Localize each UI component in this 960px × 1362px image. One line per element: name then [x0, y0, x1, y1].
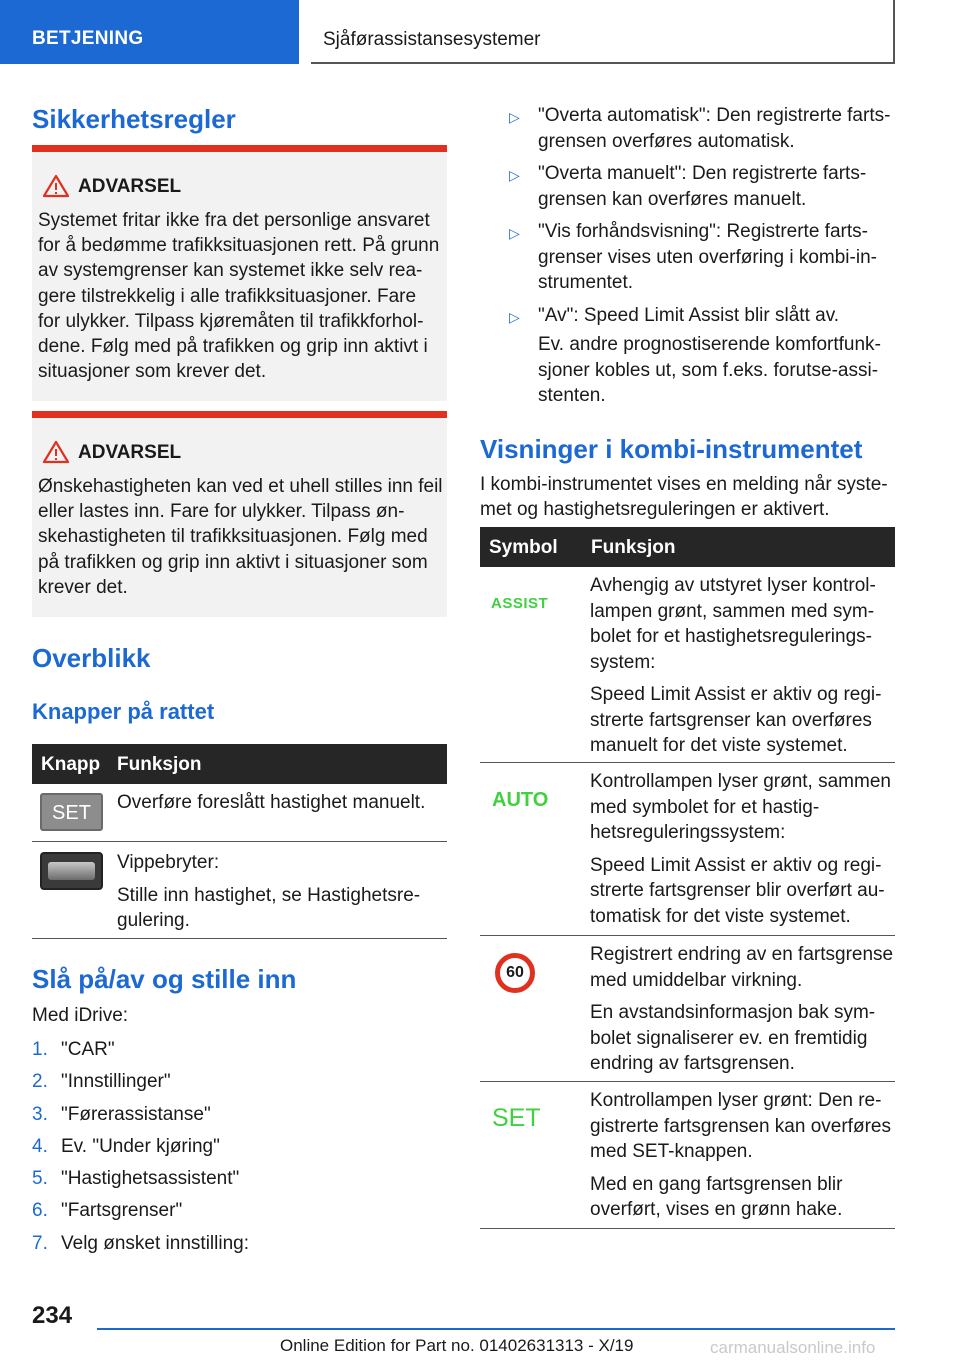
- list-item: ▷ "Av": Speed Limit Assist blir slått av.: [509, 303, 899, 329]
- symbols-table-row: [480, 567, 895, 763]
- symbols-row-1-text: Avhengig av utstyret lyser kontrollampen grønt, sammen med symbolet for et hastighetsreguleringssystem: Speed Limit Assist er aktiv og registrerte fartsgrenser kan overføres manuelt for det viste systemet.: [590, 575, 882, 756]
- buttons-row-2-text: Vippebryter: Stille inn hastighet, se Hastighetsregulering.: [117, 852, 421, 931]
- auto-indicator-icon: AUTO: [492, 789, 549, 811]
- options-note: Ev. andre prognostiserende komfortfunksjoner kobles ut, som f.eks. forutse-assistenten.: [538, 334, 881, 406]
- triangle-bullet-icon: ▷: [509, 308, 520, 325]
- visninger-intro: I kombi-instrumentet vises en melding når systemet og hastighetsreguleringen er aktivert.: [480, 474, 888, 520]
- footer-edition: Online Edition for Part no. 01402631313 - X/19: [280, 1336, 634, 1355]
- symbols-row-3-text: Registrert endring av en fartsgrense med umiddelbar virkning. En avstandsinformasjon bak symbolet signaliserer ev. en fremtidig endring av fartsgrensen.: [590, 944, 894, 1074]
- triangle-bullet-icon: ▷: [509, 225, 520, 241]
- warning-box-1: [32, 145, 447, 401]
- overblikk-heading: Overblikk: [32, 643, 151, 673]
- warning-text-2: Ønskehastigheten kan ved et uhell stilles inn feil eller lastes inn. Fare for ulykker. Tilpass ønskehastigheten til trafikksituasjonen. Følg med på trafikken og grip inn aktivt i situasjoner som krever det.: [38, 476, 443, 598]
- knapper-heading: Knapper på rattet: [32, 699, 215, 724]
- list-item: ▷ "Vis forhåndsvisning": Registrerte fartsgrenser vises uten overføring i kombi-instrumentet.: [509, 221, 877, 293]
- page-number: 234: [32, 1302, 73, 1329]
- symbols-table-row: [480, 763, 895, 936]
- warning-label-1: ADVARSEL: [78, 176, 182, 197]
- symbols-table-row: [480, 1082, 895, 1229]
- set-indicator-icon: SET: [492, 1104, 541, 1132]
- header-chapter-label: Sjåførassistansesystemer: [323, 29, 541, 50]
- options-list: [509, 103, 899, 409]
- assist-indicator-icon: ASSIST: [491, 595, 549, 612]
- warning-box-2: [32, 411, 447, 617]
- header-section-label: BETJENING: [32, 28, 144, 49]
- buttons-col-knapp: Knapp: [41, 754, 101, 775]
- set-button-icon: SET: [40, 793, 103, 831]
- slaa-heading: Slå på/av og stille inn: [32, 964, 297, 994]
- buttons-row-1-text: Overføre foreslått hastighet manuelt.: [117, 792, 426, 813]
- list-item: ▷ "Overta manuelt": Den registrerte fartsgrensen kan overføres manuelt.: [509, 163, 867, 210]
- symbols-table-row: [480, 936, 895, 1082]
- warning-triangle-icon: [42, 440, 70, 464]
- visninger-heading: Visninger i kombi-instrumentet: [480, 434, 863, 464]
- buttons-table-row: [32, 842, 447, 939]
- list-item: ▷ "Overta automatisk": Den registrerte fartsgrensen overføres automatisk.: [509, 105, 891, 152]
- symbols-col-symbol: Symbol: [489, 537, 558, 558]
- warning-label-2: ADVARSEL: [78, 442, 182, 463]
- footer-divider: [97, 1328, 895, 1330]
- warning-triangle-icon: [42, 174, 70, 198]
- symbols-row-2-text: Kontrollampen lyser grønt, sammen med symbolet for et hastighetsreguleringssystem: Speed Limit Assist er aktiv og registrerte fartsgrenser blir overført automatisk for det viste systemet.: [590, 771, 891, 927]
- idrive-intro: Med iDrive:: [32, 1005, 129, 1026]
- buttons-col-funksjon: Funksjon: [117, 754, 202, 775]
- warning-text-1: Systemet fritar ikke fra det personlige ansvaret for å bedømme trafikksituasjonen rett. På grunn av systemgrenser kan systemet ikke selv reagere tilstrekkelig i alle trafikksituasjoner. Fare for ulykker. Tilpass kjøremåten til trafikkforholdene. Følg med på trafikken og grip inn aktivt i situasjoner som krever det.: [38, 210, 440, 383]
- header-chapter-box: [311, 0, 895, 64]
- speed-limit-sign-icon: 60: [495, 953, 535, 993]
- symbols-col-funksjon: Funksjon: [591, 537, 676, 558]
- buttons-table-row: [32, 784, 447, 842]
- symbols-table-header: [480, 527, 895, 567]
- watermark: carmanualsonline.info: [710, 1338, 876, 1357]
- buttons-table-header: [32, 744, 447, 784]
- header-section-tab: [0, 0, 299, 64]
- triangle-bullet-icon: ▷: [509, 109, 520, 125]
- sikkerhetsregler-heading: Sikkerhetsregler: [32, 104, 236, 134]
- symbols-row-4-text: Kontrollampen lyser grønt: Den registrerte fartsgrensen kan overføres med SET-knappen. Med en gang fartsgrensen blir overført, vises en grønn hake.: [590, 1090, 891, 1220]
- triangle-bullet-icon: ▷: [509, 167, 520, 183]
- rocker-switch-icon: [40, 852, 103, 890]
